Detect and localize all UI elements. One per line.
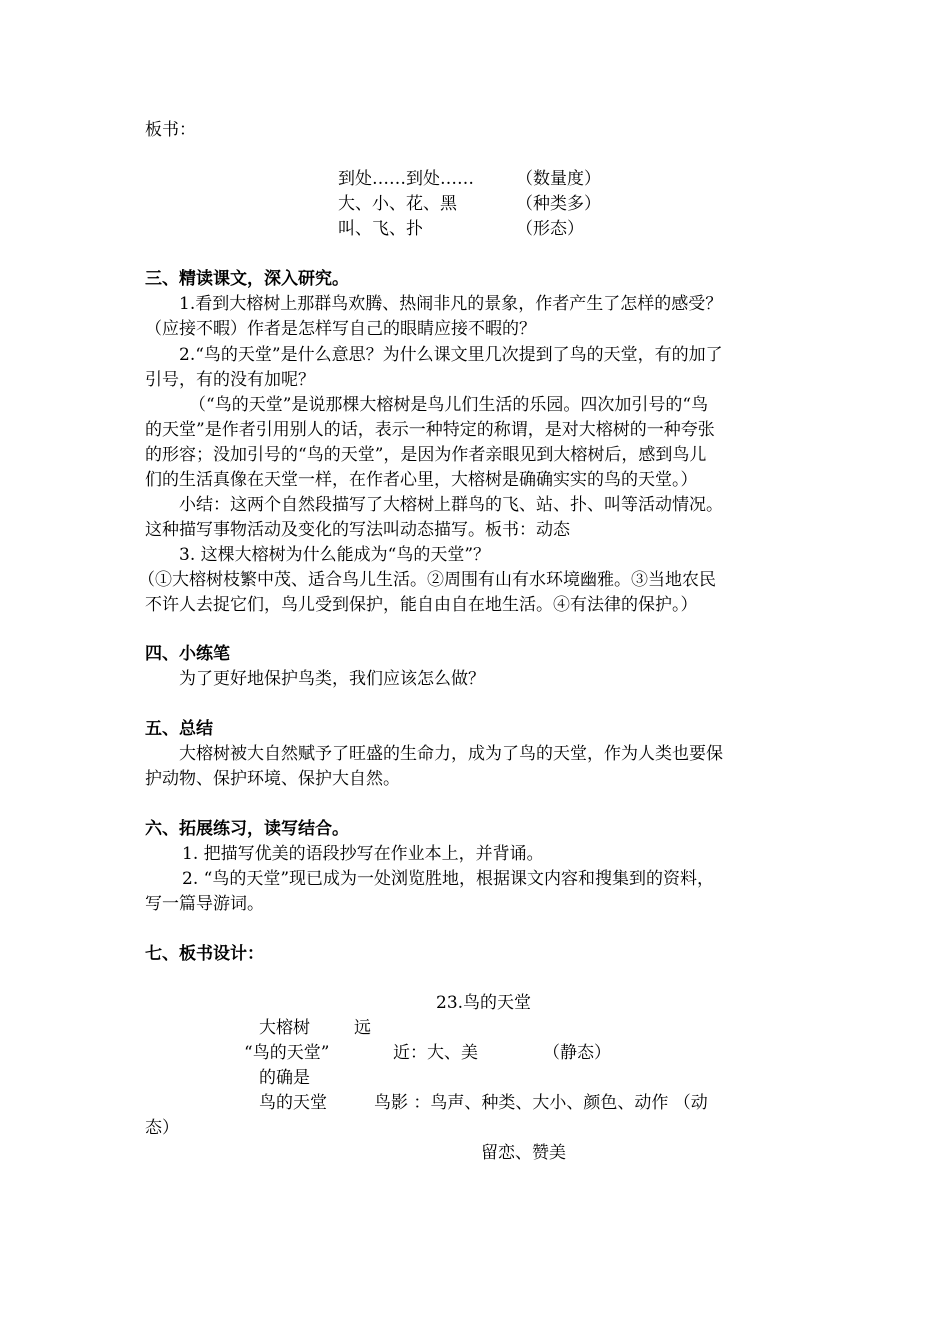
section-6-item2-line2: 写一篇导游词。 — [145, 894, 264, 914]
board-design-ending: 留恋、赞美 — [481, 1143, 566, 1163]
section-3-summary-line1: 小结：这两个自然段描写了大榕树上群鸟的飞、站、扑、叫等活动情况。 — [179, 495, 723, 515]
section-3-q2-line1: 2.“鸟的天堂”是什么意思？为什么课文里几次提到了鸟的天堂，有的加了 — [179, 345, 723, 365]
section-3-a3-line2: 不许人去捉它们，鸟儿受到保护，能自由自在地生活。④有法律的保护。） — [145, 595, 698, 615]
section-6-heading: 六、拓展练习，读写结合。 — [145, 819, 349, 839]
section-7-heading: 七、板书设计： — [145, 944, 264, 964]
blackboard-row-3-right: （形态） — [516, 219, 584, 239]
blackboard-row-1-right: （数量度） — [516, 169, 601, 189]
board-design-title: 23.鸟的天堂 — [436, 993, 532, 1013]
section-6-item2-line1: 2. “鸟的天堂”现已成为一处浏览胜地，根据课文内容和搜集到的资料， — [182, 869, 715, 889]
section-3-q2-line2: 引号，有的没有加呢？ — [145, 370, 315, 390]
section-3-summary-line2: 这种描写事物活动及变化的写法叫动态描写。板书：动态 — [145, 520, 570, 540]
board-design-indeed: 的确是 — [259, 1068, 310, 1088]
board-design-bird-shadow: 鸟影 ：鸟声、种类、大小、颜色、动作 （动 — [374, 1093, 708, 1113]
blackboard-row-1-left: 到处……到处…… — [338, 169, 474, 189]
blackboard-row-3-left: 叫、飞、扑 — [338, 219, 423, 239]
section-3-q1-line1: 1.看到大榕树上那群鸟欢腾、热闹非凡的景象，作者产生了怎样的感受？ — [179, 294, 723, 314]
section-4-heading: 四、小练笔 — [145, 644, 230, 664]
board-design-big-tree: 大榕树 — [259, 1018, 310, 1038]
section-6-item1: 1. 把描写优美的语段抄写在作业本上，并背诵。 — [182, 844, 544, 864]
section-3-a2-line3: 的形容；没加引号的“鸟的天堂”，是因为作者亲眼见到大榕树后，感到鸟儿 — [145, 445, 707, 465]
section-4-text: 为了更好地保护鸟类，我们应该怎么做？ — [179, 669, 485, 689]
board-design-far: 远 — [354, 1018, 371, 1038]
board-design-quoted: “鸟的天堂” — [244, 1043, 330, 1063]
board-design-static: （静态） — [543, 1043, 611, 1063]
section-3-a2-line2: 的天堂”是作者引用别人的话，表示一种特定的称谓，是对大榕树的一种夸张 — [145, 420, 715, 440]
section-5-line1: 大榕树被大自然赋予了旺盛的生命力，成为了鸟的天堂，作为人类也要保 — [179, 744, 723, 764]
board-design-paradise: 鸟的天堂 — [259, 1093, 327, 1113]
section-3-a2-line1: （“鸟的天堂”是说那棵大榕树是鸟儿们生活的乐园。四次加引号的“鸟 — [189, 395, 709, 415]
blackboard-row-2-left: 大、小、花、黑 — [338, 194, 457, 214]
section-3-q3: 3. 这棵大榕树为什么能成为“鸟的天堂”？ — [179, 545, 491, 565]
section-3-q1-line2: （应接不暇）作者是怎样写自己的眼睛应接不暇的？ — [145, 319, 536, 339]
section-3-a2-line4: 们的生活真像在天堂一样，在作者心里，大榕树是确确实实的鸟的天堂。） — [145, 470, 698, 490]
blackboard-label: 板书： — [145, 120, 196, 140]
blackboard-row-2-right: （种类多） — [516, 194, 601, 214]
board-design-near: 近：大、美 — [393, 1043, 478, 1063]
section-3-a3-line1: （①大榕树枝繁中茂、适合鸟儿生活。②周围有山有水环境幽雅。③当地农民 — [138, 570, 716, 590]
section-5-heading: 五、总结 — [145, 719, 213, 739]
section-3-heading: 三、精读课文，深入研究。 — [145, 269, 349, 289]
section-5-line2: 护动物、保护环境、保护大自然。 — [145, 769, 400, 789]
board-design-dynamic-tail: 态） — [145, 1118, 179, 1138]
